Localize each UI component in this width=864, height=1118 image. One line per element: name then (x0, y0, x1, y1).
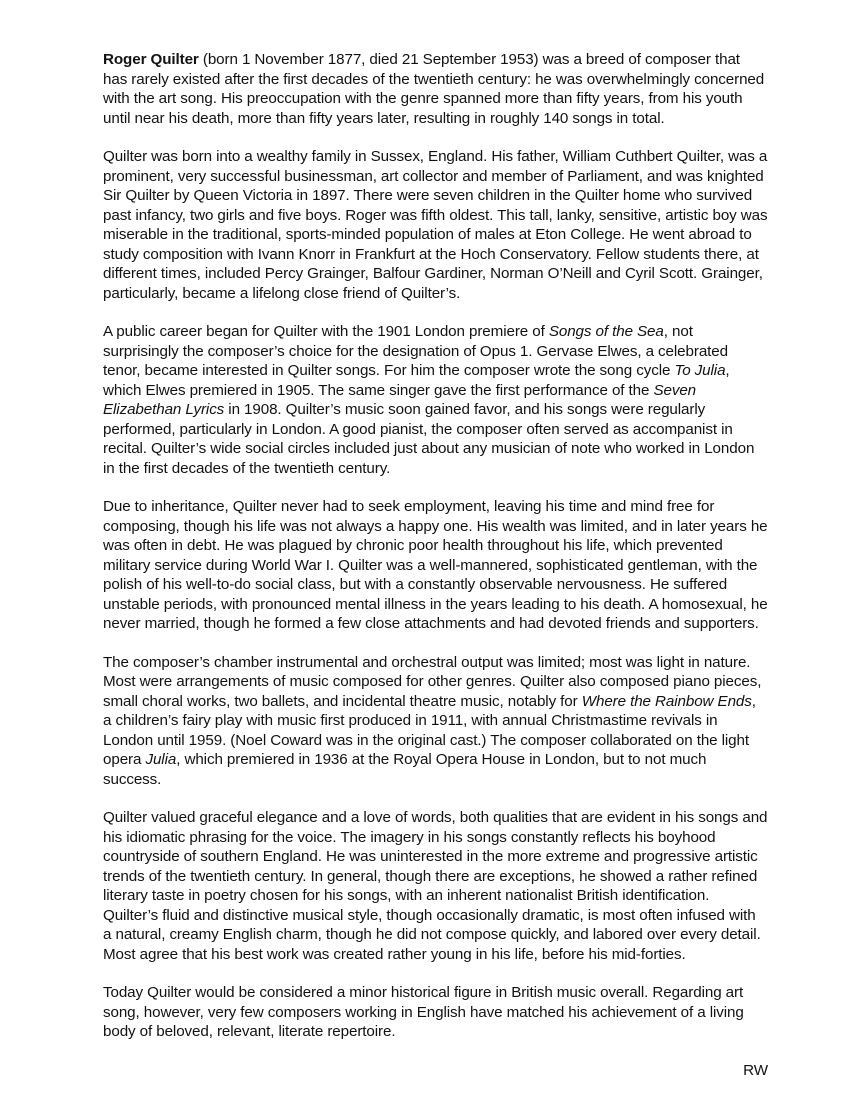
text-run: A public career began for Quilter with the 1901 London premiere of (103, 323, 549, 340)
text-run: in 1908. Quilter’s music soon gained favor, and his songs were regularly performed, particularly in London. A good pianist, the composer often served as accompanist in recital. Quilter’s wide social circles included just about any musician of note who worked in London in the first decades of the twentieth century. (103, 401, 755, 477)
text-run: (born 1 November 1877, died 21 September 1953) was a breed of composer that has rarely existed after the first decades of the twentieth century: he was overwhelmingly concerned with the art song. His preoccupation with the genre spanned more than fifty years, from his youth until near his death, more than fifty years later, resulting in roughly 140 songs in total. (103, 51, 765, 127)
paragraph-personal-life (103, 497, 768, 634)
text-run: Quilter was born into a wealthy family in Sussex, England. His father, William Cuthbert Quilter, was a prominent, very successful businessman, art collector and member of Parliament, and was knighted Sir Quilter by Queen Victoria in 1897. There were seven children in the Quilter home who survived past infancy, two girls and five boys. Roger was fifth oldest. This tall, lanky, sensitive, artistic boy was miserable in the traditional, sports-minded population of males at Eton College. He went abroad to study composition with Ivann Knorr in Frankfurt at the Hoch Conservatory. Fellow students there, at different times, included Percy Grainger, Balfour Gardiner, Norman O’Neill and Cyril Scott. Grainger, particularly, became a lifelong close friend of Quilter’s. (103, 148, 768, 302)
text-run-italic: To Julia (674, 362, 726, 379)
text-run-bold: Roger Quilter (103, 51, 199, 68)
paragraph-style (103, 808, 768, 964)
text-run: , not surprisingly the composer’s choice for the designation of Opus 1. Gervase Elwes, a celebrated tenor, became interested in Quilter songs. For him the composer wrote the song cycle (103, 323, 728, 379)
paragraph-intro (103, 50, 768, 128)
paragraph-legacy (103, 983, 768, 1042)
text-run-italic: Seven Elizabethan Lyrics (103, 381, 697, 418)
paragraph-family-youth (103, 147, 768, 303)
text-run: The composer’s chamber instrumental and orchestral output was limited; most was light in nature. Most were arrangements of music composed for other genres. Quilter also composed piano pieces, small choral works, two ballets, and incidental theatre music, notably for (103, 653, 762, 710)
paragraph-other-output (103, 653, 768, 790)
text-run: , which premiered in 1936 at the Royal Opera House in London, but to not much success. (103, 751, 707, 788)
text-run: , which Elwes premiered in 1905. The same singer gave the first performance of the (103, 362, 730, 399)
text-run: , a children’s fairy play with music first produced in 1911, with annual Christmastime revivals in London until 1959. (Noel Coward was in the original cast.) The composer collaborated on the light opera (103, 692, 756, 768)
author-initials: RW (743, 1061, 768, 1079)
text-run-italic: Where the Rainbow Ends (581, 692, 752, 710)
text-run: Quilter valued graceful elegance and a love of words, both qualities that are evident in his songs and his idiomatic phrasing for the voice. The imagery in his songs constantly reflects his boyhood countryside of southern England. He was uninterested in the more extreme and progressive artistic trends of the twentieth century. In general, though there are exceptions, he showed a rather refined literary taste in poetry chosen for his songs, with an inherent nationalist British identification. Quilter’s fluid and distinctive musical style, though occasionally dramatic, is most often infused with a natural, creamy English charm, though he did not compose quickly, and labored over every detail. Most agree that his best work was created rather young in his life, before his mid-forties. (103, 809, 768, 963)
text-run: Today Quilter would be considered a minor historical figure in British music overall. Regarding art song, however, very few composers working in English have matched his achievement of a living body of beloved, relevant, literate repertoire. (103, 984, 744, 1040)
text-run-italic: Julia (145, 751, 177, 768)
paragraph-public-career (103, 322, 768, 478)
document-body (103, 50, 768, 1080)
text-run: Due to inheritance, Quilter never had to seek employment, leaving his time and mind free for composing, though his life was not always a happy one. His wealth was limited, and in later years he was often in debt. He was plagued by chronic poor health throughout his life, which prevented military service during World War I. Quilter was a well-mannered, sophisticated gentleman, with the polish of his well-to-do social class, but with a constantly observable nervousness. He suffered unstable periods, with pronounced mental illness in the years leading to his death. A homosexual, he never married, though he formed a few close attachments and had devoted friends and supporters. (103, 498, 768, 632)
text-run-italic: Songs of the Sea (548, 323, 664, 340)
